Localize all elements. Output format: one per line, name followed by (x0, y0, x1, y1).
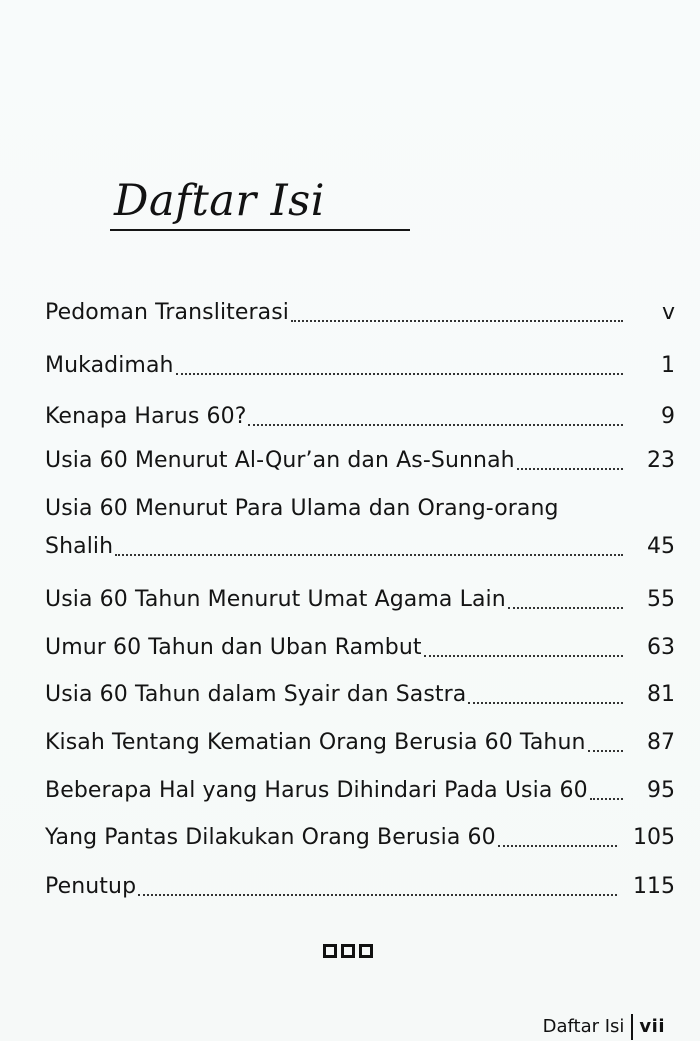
toc-entry-text: Beberapa Hal yang Harus Dihindari Pada Usia 60 (45, 778, 588, 803)
toc-entry-text: Kenapa Harus 60? (45, 404, 247, 429)
dot-leader (468, 702, 623, 704)
square-ornament-icon (341, 944, 355, 958)
square-ornament-icon (359, 944, 373, 958)
dot-leader (517, 468, 623, 470)
toc-entry (45, 442, 675, 480)
toc-entry-text: Kisah Tentang Kematian Orang Berusia 60 Tahun (45, 730, 586, 755)
toc-entry-text: Umur 60 Tahun dan Uban Rambut (45, 635, 422, 660)
toc-line (45, 772, 675, 810)
toc-line (45, 347, 675, 385)
dot-leader (291, 320, 623, 322)
toc-entry-text: Penutup (45, 874, 137, 899)
toc-entry-text: Usia 60 Tahun dalam Syair dan Sastra (45, 682, 467, 707)
section-ornament (323, 944, 373, 958)
toc-line (45, 724, 675, 762)
dot-leader (588, 750, 623, 752)
toc-line (45, 528, 675, 566)
footer-section-title: Daftar Isi (542, 1016, 625, 1037)
toc-entry (45, 294, 675, 332)
dot-leader (176, 373, 623, 375)
toc-page-number: 95 (647, 778, 675, 803)
dot-leader (590, 798, 623, 800)
toc-entry (45, 581, 675, 619)
square-ornament-icon (323, 944, 337, 958)
toc-entry (45, 347, 675, 385)
toc-page-number: 105 (633, 825, 675, 850)
toc-page-number: 1 (661, 353, 675, 378)
toc-entry-text: Usia 60 Menurut Al-Qur’an dan As-Sunnah (45, 448, 515, 473)
toc-entry (45, 398, 675, 436)
toc-line (45, 676, 675, 714)
toc-line (45, 294, 675, 332)
toc-page-number: 81 (647, 682, 675, 707)
dot-leader (138, 894, 617, 896)
toc-entry-text: Pedoman Transliterasi (45, 300, 290, 325)
dot-leader (498, 845, 617, 847)
toc-entry-text: Yang Pantas Dilakukan Orang Berusia 60 (45, 825, 496, 850)
toc-line (45, 868, 675, 906)
toc-page-number: 115 (633, 874, 675, 899)
dot-leader (248, 424, 623, 426)
toc-entry (45, 676, 675, 714)
toc-line (45, 442, 675, 480)
toc-entry-text: Mukadimah (45, 353, 174, 378)
toc-page-number: 9 (661, 404, 675, 429)
toc-entry-two-line (45, 490, 675, 566)
toc-line (45, 819, 675, 857)
dot-leader (508, 607, 623, 609)
toc-entry (45, 629, 675, 667)
dot-leader (115, 554, 623, 556)
toc-line (45, 398, 675, 436)
toc-page-number: 55 (647, 587, 675, 612)
page-footer (543, 1014, 665, 1040)
footer-page-number: vii (639, 1016, 665, 1037)
page-title: Daftar Isi (114, 176, 325, 226)
dot-leader (424, 655, 623, 657)
toc-entry-text-line-2: Shalih (45, 534, 114, 559)
toc-entry-text: Usia 60 Tahun Menurut Umat Agama Lain (45, 587, 506, 612)
toc-entry (45, 772, 675, 810)
toc-page-number: 63 (647, 635, 675, 660)
toc-entry-text-line-1: Usia 60 Menurut Para Ulama dan Orang-orang (45, 496, 559, 521)
toc-line (45, 581, 675, 619)
toc-entry (45, 724, 675, 762)
toc-page-number: 23 (647, 448, 675, 473)
toc-line (45, 490, 675, 528)
toc-line (45, 629, 675, 667)
toc-entry (45, 868, 675, 906)
footer-divider (631, 1014, 633, 1040)
toc-entry (45, 819, 675, 857)
toc-page-number: v (661, 300, 675, 325)
toc-page-number: 45 (647, 534, 675, 559)
toc-page-number: 87 (647, 730, 675, 755)
title-underline (110, 229, 410, 231)
